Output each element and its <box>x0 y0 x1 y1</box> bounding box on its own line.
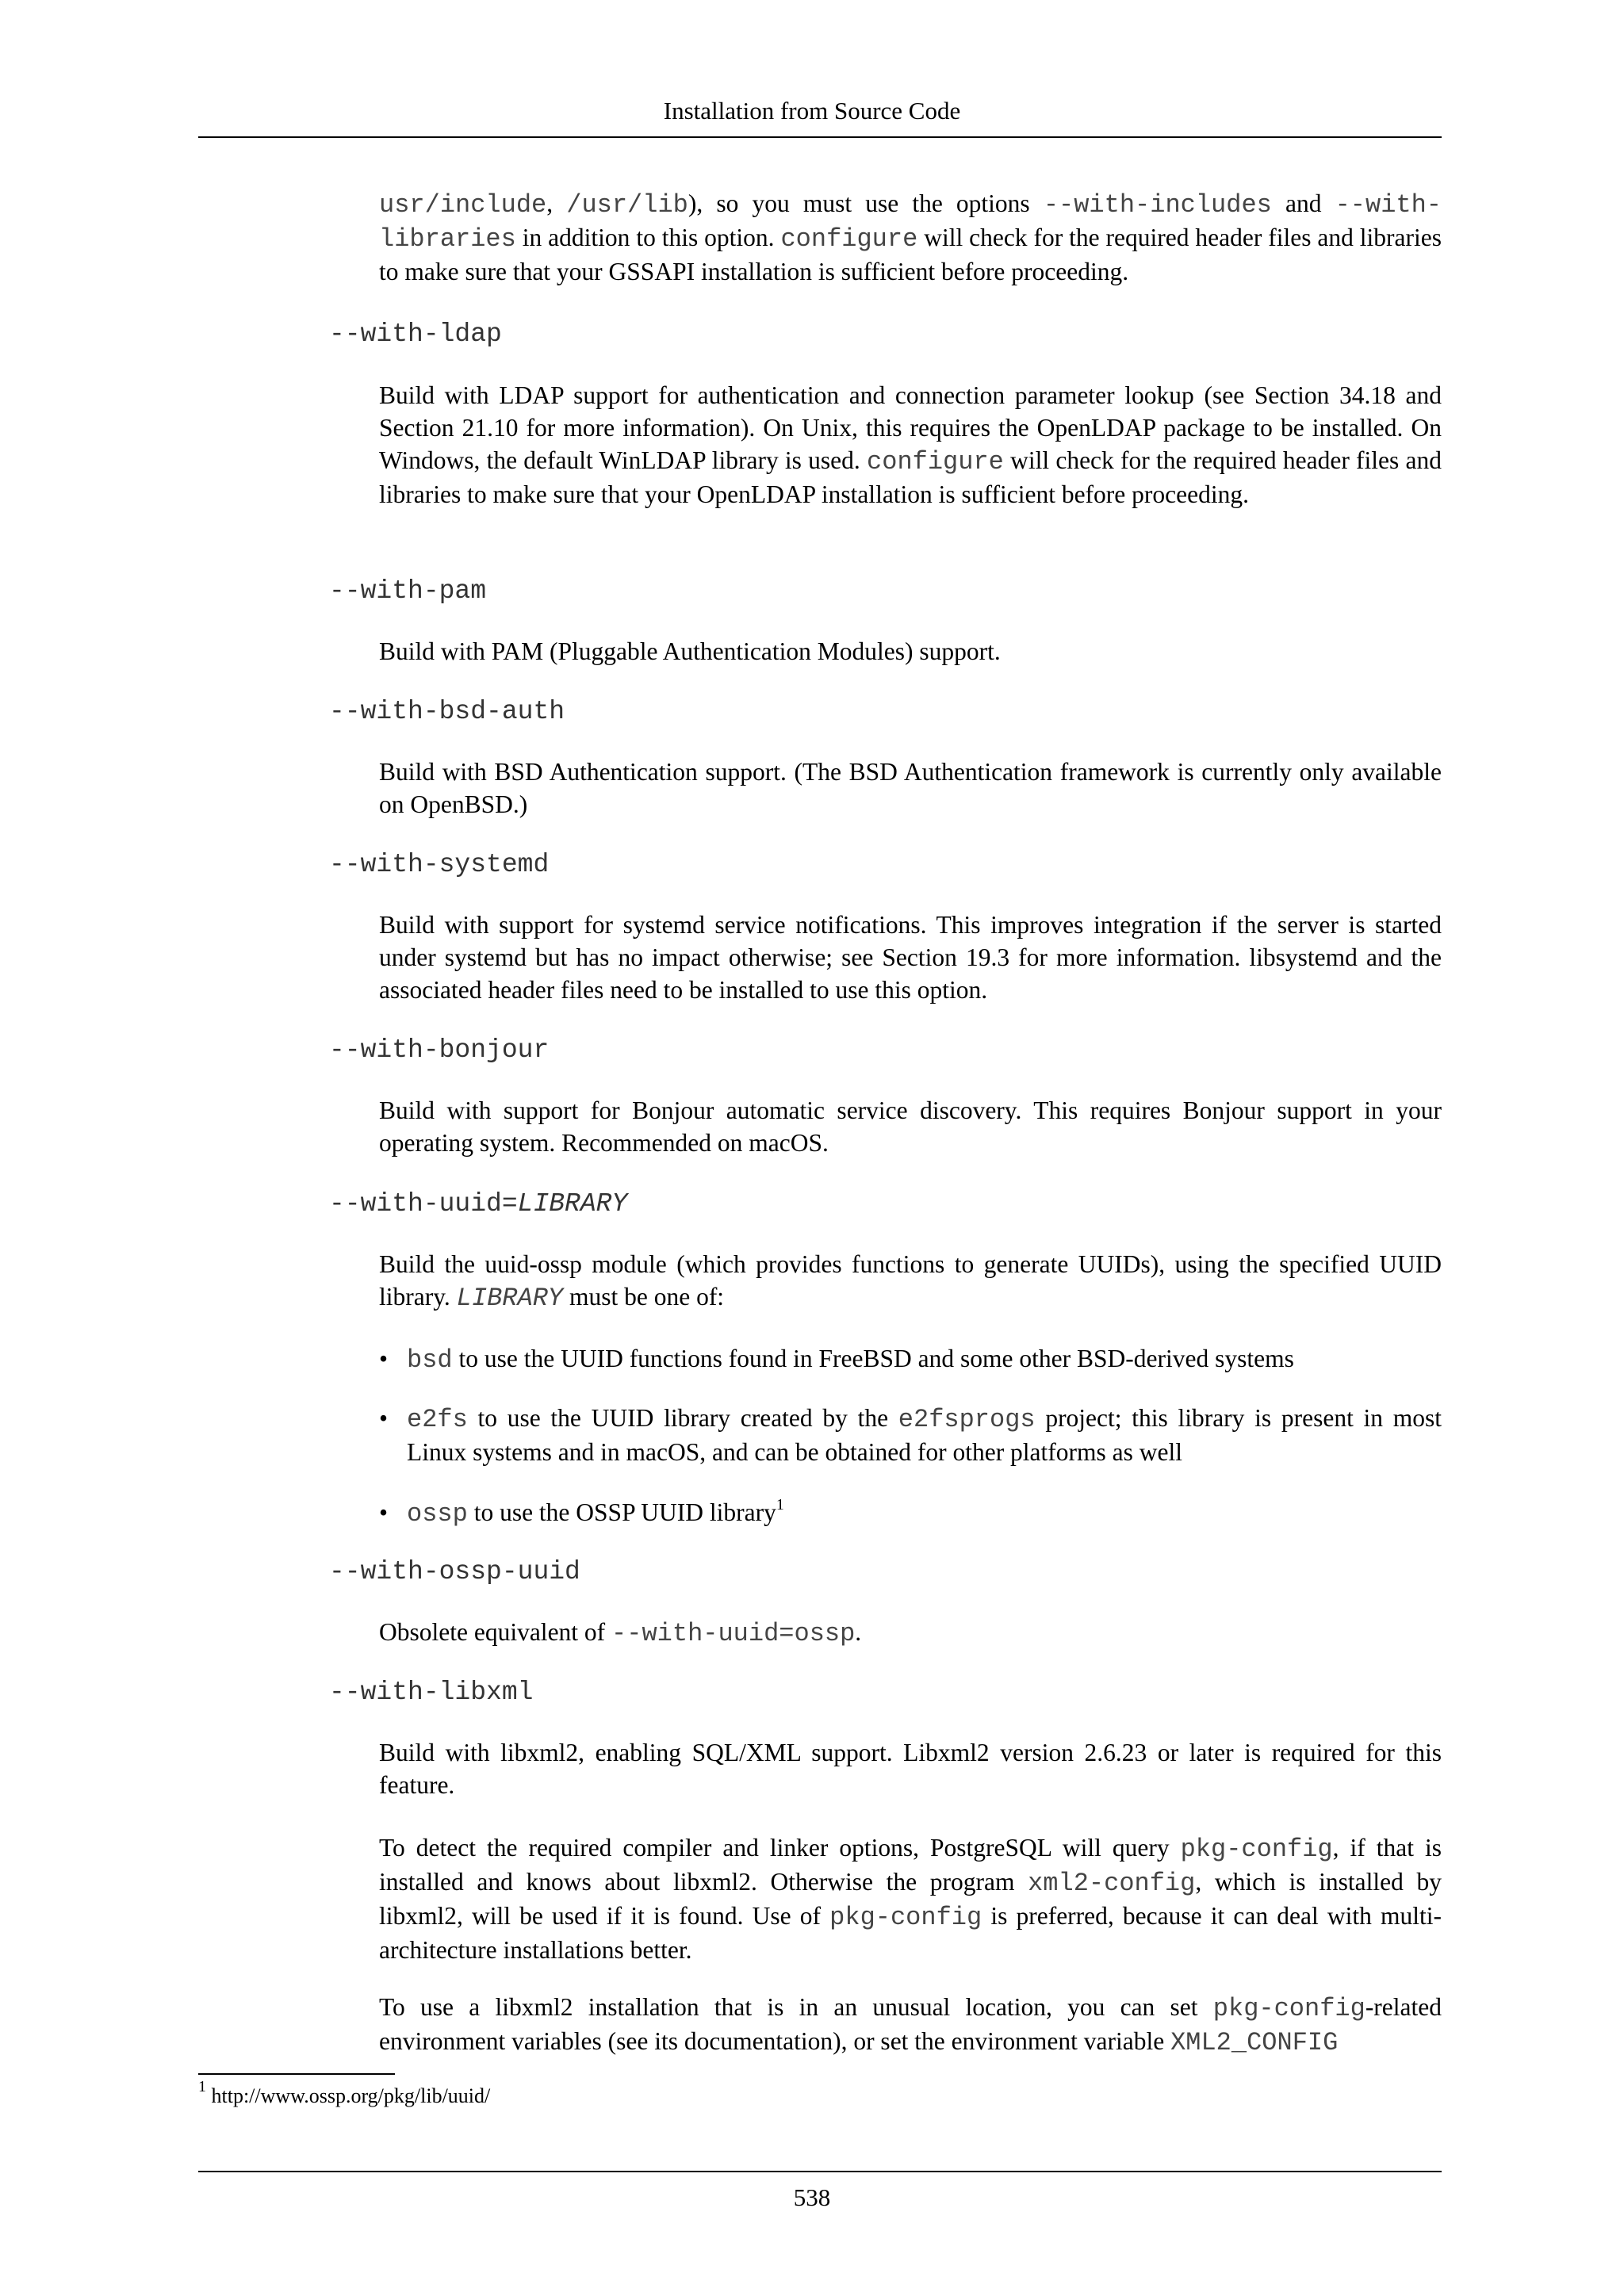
footnote-link[interactable]: http://www.ossp.org/pkg/lib/uuid/ <box>211 2084 491 2107</box>
option-term-bsd-auth: --with-bsd-auth <box>329 697 565 726</box>
footnote-reference[interactable]: 1 <box>776 1496 784 1513</box>
option-term-uuid: --with-uuid=LIBRARY <box>329 1189 628 1219</box>
gssapi-continuation-paragraph: usr/include, /usr/lib), so you must use the options --with-includes and --with-libraries in addition to this option. configure will check for the required header files and libraries to make sure that your GSSAPI installation is sufficient before proceeding. <box>379 189 1442 285</box>
option-term-ldap: --with-ldap <box>329 320 502 349</box>
footnote-rule <box>198 2073 395 2075</box>
uuid-description: Build the uuid-ossp module (which provides functions to generate UUIDs), using the specified UUID library. LIBRARY must be one of: <box>379 1250 1442 1313</box>
libxml-pkg-config-paragraph: To detect the required compiler and linker options, PostgreSQL will query pkg-config, if that is installed and knows about libxml2. Otherwise the program xml2-config, which is installed by libxml2, will be used if it is found. Use of pkg-config is preferred, because it can deal with multi-architecture installations better. <box>379 1834 1442 1964</box>
bonjour-description: Build with support for Bonjour automatic service discovery. This requires Bonjour support in your operating system. Recommended on macOS. <box>379 1096 1442 1157</box>
footnote-mark: 1 <box>198 2078 206 2095</box>
footnote <box>198 2078 491 2110</box>
ossp-uuid-description: Obsolete equivalent of --with-uuid=ossp. <box>379 1618 862 1648</box>
bsd-auth-description: Build with BSD Authentication support. (The BSD Authentication framework is currently only available on OpenBSD.) <box>379 758 1442 818</box>
running-header: Installation from Source Code <box>663 97 961 124</box>
header-rule <box>198 136 1442 138</box>
ldap-description: Build with LDAP support for authentication and connection parameter lookup (see Section 34.18 and Section 21.10 for more information). On Unix, this requires the OpenLDAP package to be installed. On Windows, the default WinLDAP library is used. configure will check for the required header files and libraries to make sure that your OpenLDAP installation is sufficient before proceeding. <box>379 381 1442 508</box>
list-item: • e2fs to use the UUID library created by the e2fsprogs project; this library is present in most Linux systems and in macOS, and can be obtained for other platforms as well <box>379 1402 1442 1468</box>
bullet-icon: • <box>379 1345 389 1372</box>
pam-description: Build with PAM (Pluggable Authentication Modules) support. <box>379 637 1001 665</box>
list-item: • ossp to use the OSSP UUID library$^1$ <box>379 1496 784 1529</box>
footer-rule <box>198 2171 1442 2172</box>
bullet-icon: • <box>379 1404 389 1432</box>
libxml-description: Build with libxml2, enabling SQL/XML support. Libxml2 version 2.6.23 or later is required for this feature. <box>379 1739 1442 1799</box>
page-number: 538 <box>793 2183 831 2211</box>
libxml-location-paragraph: To use a libxml2 installation that is in an unusual location, you can set pkg-config-related environment variables (see its documentation), or set the environment variable XML2_CONFIG <box>379 1993 1442 2057</box>
bullet-icon: • <box>379 1498 389 1526</box>
systemd-description: Build with support for systemd service notifications. This improves integration if the server is started under systemd but has no impact otherwise; see Section 19.3 for more information. libsystemd and the associated header files need to be installed to use this option. <box>379 911 1442 1004</box>
option-term-ossp-uuid: --with-ossp-uuid <box>329 1557 580 1586</box>
option-term-pam: --with-pam <box>329 576 487 606</box>
option-term-bonjour: --with-bonjour <box>329 1035 550 1065</box>
list-item: • bsd to use the UUID functions found in FreeBSD and some other BSD-derived systems <box>379 1342 1442 1376</box>
option-term-systemd: --with-systemd <box>329 850 550 879</box>
option-term-libxml: --with-libxml <box>329 1678 534 1707</box>
